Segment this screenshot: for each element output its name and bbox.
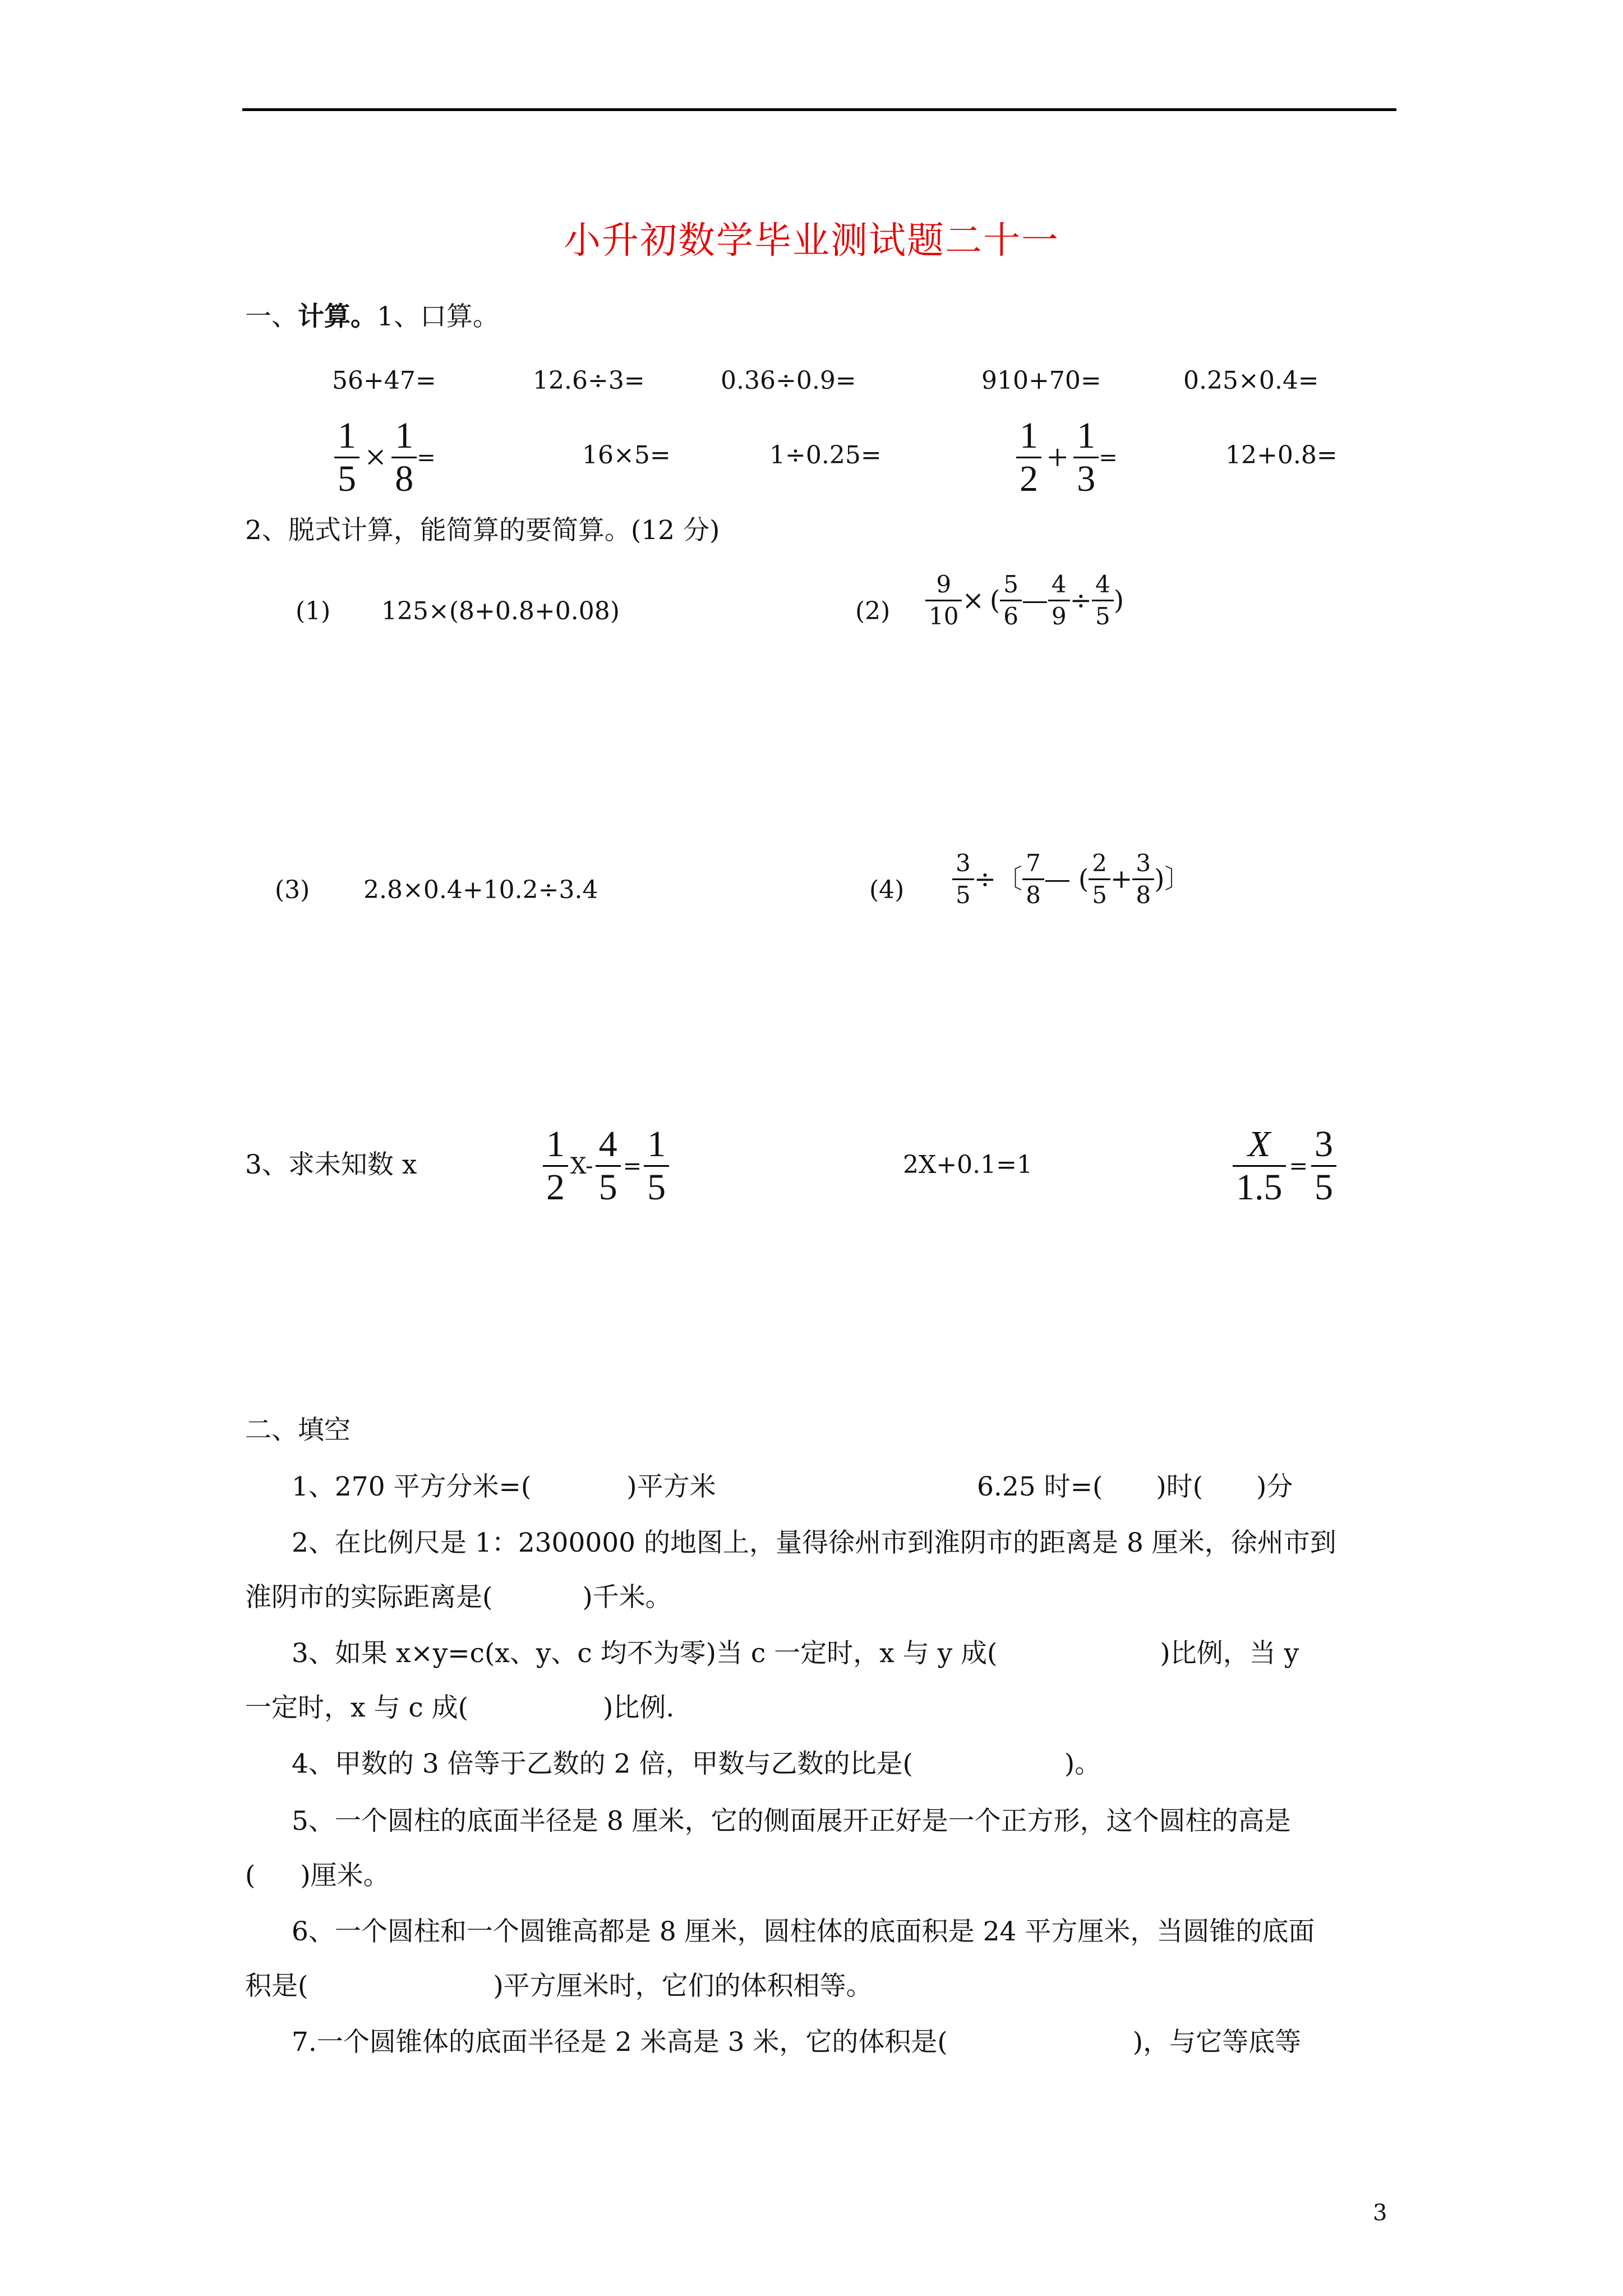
unknown-heading: 3、求未知数 x [245, 1149, 417, 1180]
oral-item-2: 12.6÷3= [533, 366, 645, 395]
problem-1-label: (1) [296, 597, 331, 625]
fill-text: )平方米 [626, 1471, 716, 1502]
paren: ( [1078, 863, 1089, 895]
operator: × [365, 436, 386, 478]
operator: + [1110, 863, 1133, 895]
problem-3-expr: 2.8×0.4+10.2÷3.4 [363, 876, 598, 904]
fill-text: 6.25 时=( [977, 1471, 1103, 1502]
fill-line-10 [245, 1970, 873, 2003]
equation-1 [543, 1124, 669, 1208]
section1-heading [245, 300, 499, 334]
fill-text: )分 [1256, 1471, 1293, 1502]
variable: X- [570, 1153, 593, 1179]
equals-sign: = [1289, 1153, 1308, 1179]
header-rule [242, 108, 1396, 111]
paren: ( [989, 585, 1000, 616]
fill-line-1b [977, 1470, 1293, 1504]
oral-item-9 [1016, 415, 1118, 500]
section1-rest: 1、口算。 [377, 301, 499, 332]
fraction: $\frac{3}{8}$ [1132, 848, 1154, 910]
operator: — [1044, 863, 1071, 895]
fill-text: )平方厘米时，它们的体积相等。 [493, 1971, 873, 2001]
fill-line-3 [245, 1581, 672, 1614]
operator: ÷ [1069, 585, 1092, 616]
paren: ) [1113, 585, 1124, 616]
fraction: $\frac{5}{6}$ [1000, 569, 1022, 632]
fill-text: )比例. [603, 1692, 675, 1723]
fraction: $\frac{4}{5}$ [1092, 569, 1114, 632]
fraction: $\frac{X}{1.5}$ [1233, 1124, 1286, 1208]
paren: )〕 [1154, 863, 1191, 895]
section2-heading: 二、填空 [245, 1415, 351, 1446]
oral-item-5: 0.25×0.4= [1183, 366, 1319, 395]
fill-line-5 [245, 1691, 674, 1725]
fill-line-4 [292, 1637, 1299, 1671]
fraction: $\frac{1}{3}$ [1073, 415, 1099, 500]
fill-line-6 [292, 1747, 1101, 1781]
oral-item-1: 56+47= [332, 366, 436, 395]
equals-sign: = [417, 444, 436, 471]
problem-4-label: (4) [869, 876, 905, 904]
operator: × [962, 585, 984, 616]
step-calc-heading: 2、脱式计算，能简算的要简算。(12 分) [245, 515, 720, 546]
problem-2-expr [925, 569, 1124, 632]
oral-item-7: 16×5= [582, 441, 671, 470]
fraction: $\frac{3}{5}$ [1311, 1124, 1336, 1208]
fill-text: 3、如果 x×y=c(x、y、c 均不为零)当 c 一定时，x 与 y 成( [292, 1638, 998, 1669]
fill-line-2: 2、在比例尺是 1：2300000 的地图上，量得徐州市到淮阴市的距离是 8 厘米，徐州市到 [292, 1527, 1336, 1558]
operator: — [1021, 585, 1048, 616]
fill-text: )比例，当 y [1160, 1638, 1299, 1669]
oral-item-4: 910+70= [981, 366, 1101, 395]
fill-text: )厘米。 [300, 1860, 390, 1891]
fill-text: )。 [1064, 1749, 1101, 1779]
fill-line-8 [245, 1859, 390, 1893]
fraction: $\frac{2}{5}$ [1089, 848, 1110, 910]
oral-item-3: 0.36÷0.9= [721, 366, 856, 395]
fraction: $\frac{4}{5}$ [596, 1124, 621, 1208]
fill-text: ( [245, 1860, 256, 1891]
equation-2: 2X+0.1=1 [903, 1151, 1033, 1179]
fill-line-9: 6、一个圆柱和一个圆锥高都是 8 厘米，圆柱体的底面积是 24 平方厘米，当圆锥的底面 [292, 1916, 1315, 1947]
operator: + [1047, 436, 1068, 478]
fraction: $\frac{1}{8}$ [391, 415, 417, 500]
problem-4-expr [952, 848, 1191, 910]
fraction: $\frac{1}{2}$ [1016, 415, 1041, 500]
section1-prefix: 一、 [245, 301, 298, 332]
equation-3 [1233, 1124, 1336, 1208]
problem-2-label: (2) [855, 597, 891, 625]
fill-text: )，与它等底等 [1132, 2027, 1302, 2058]
fill-text: 1、270 平方分米=( [292, 1471, 532, 1502]
fraction: $\frac{3}{5}$ [952, 848, 974, 910]
problem-1-expr: 125×(8+0.8+0.08) [381, 597, 620, 625]
fill-text: 4、甲数的 3 倍等于乙数的 2 倍，甲数与乙数的比是( [292, 1749, 913, 1779]
fill-text: 积是( [245, 1971, 308, 2001]
fraction: $\frac{1}{5}$ [334, 415, 359, 500]
fill-line-1 [292, 1470, 716, 1504]
fill-text: )千米。 [582, 1582, 672, 1613]
fill-text: )时( [1156, 1471, 1203, 1502]
fraction: $\frac{1}{5}$ [644, 1124, 669, 1208]
fraction: $\frac{7}{8}$ [1022, 848, 1044, 910]
operator: ÷ [974, 863, 997, 895]
fill-line-11 [292, 2026, 1301, 2059]
page-number: 3 [1373, 2200, 1387, 2226]
fraction: $\frac{4}{9}$ [1048, 569, 1070, 632]
oral-item-6 [334, 415, 436, 500]
section1-bold: 计算。 [298, 301, 377, 332]
oral-item-10: 12+0.8= [1225, 441, 1338, 470]
fill-text: 一定时，x 与 c 成( [245, 1692, 468, 1723]
problem-3-label: (3) [275, 876, 310, 904]
fill-text: 7.一个圆锥体的底面半径是 2 米高是 3 米，它的体积是( [292, 2027, 948, 2058]
equals-sign: = [1099, 444, 1118, 471]
oral-item-8: 1÷0.25= [769, 441, 882, 470]
fill-text: 淮阴市的实际距离是( [245, 1582, 493, 1613]
page-title: 小升初数学毕业测试题二十一 [564, 219, 1059, 262]
equals-sign: = [623, 1153, 642, 1179]
bracket: 〔 [996, 863, 1023, 895]
fraction: $\frac{9}{10}$ [925, 569, 962, 632]
fill-line-7: 5、一个圆柱的底面半径是 8 厘米，它的侧面展开正好是一个正方形，这个圆柱的高是 [292, 1806, 1291, 1837]
fraction: $\frac{1}{2}$ [543, 1124, 568, 1208]
